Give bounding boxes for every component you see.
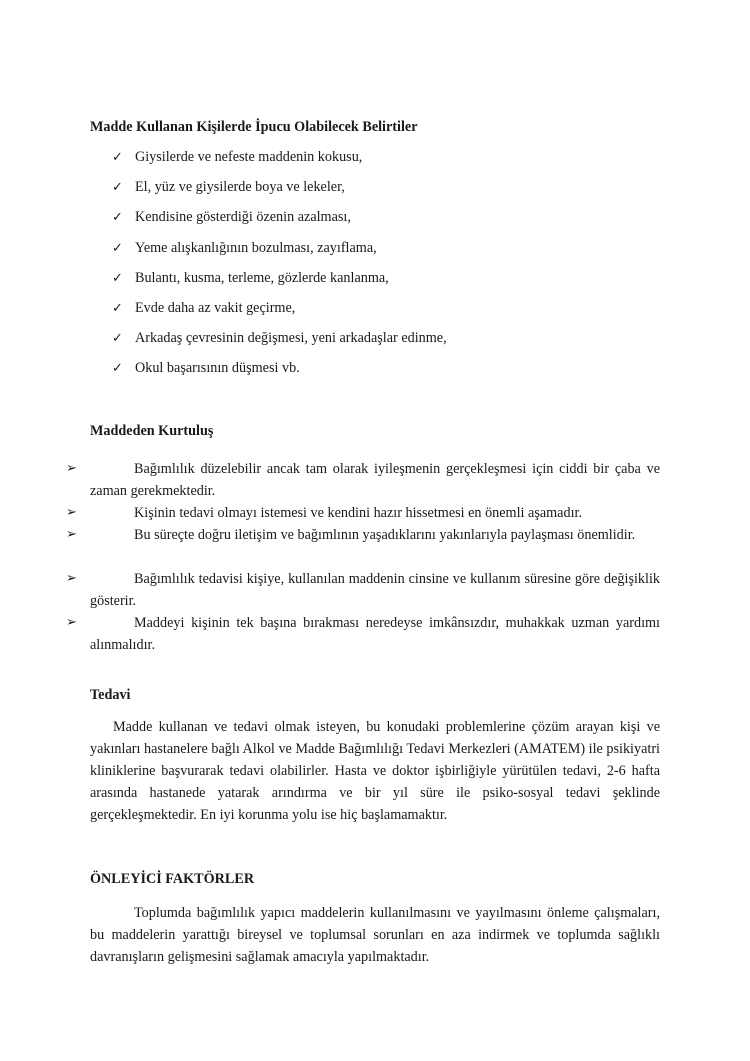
document-page: Madde Kullanan Kişilerde İpucu Olabilecek Belirtiler ✓ Giysilerde ve nefeste maddenin kokusu, ✓ El, yüz ve giysilerde boya ve lekeler, ✓ Kendisine gösterdiği özenin azalması, ✓ Yeme alışkanlığının bozulması, zayıflama, ✓ Bulantı, kusma, terleme, gözlerde kanlanma, ✓ Evde daha az vakit geçirme, ✓ Arkadaş çevresinin değişmesi, yeni arkadaşlar edinme, ✓ Okul başarısının düşmesi vb. Maddeden Kurtuluş ➢ Bağımlılık düzelebilir ancak tam olarak iyileşmenin gerçekleşmesi için ciddi bir çaba ve zaman gerekmektedir. ➢ Kişinin tedavi olmayı istemesi ve kendini hazır hissetmesi en önemli aşamadır. ➢ Bu süreçte doğru iletişim ve bağımlının yaşadıklarını yakınlarıyla paylaşması önemlidir. ➢ Bağımlılık tedavisi kişiye, kullanılan maddenin cinsine ve kullanım süresine göre değişiklik gösterir. ➢ Maddeyi kişinin tek başına bırakması neredeyse imkânsızdır, muhakkak uzman yardımı alınmalıdır. Tedavi Madde kullanan ve tedavi olmak isteyen, bu konudaki problemlerine çözüm arayan kişi ve yakınları hastanelere bağlı Alkol ve Madde Bağımlılığı Tedavi Merkezleri (AMATEM) ile psikiyatri kliniklerine başvurarak tedavi olabilirler. Hasta ve doktor işbirliğiyle yürütülen tedavi, 2-6 hafta arasında hastanede yatarak arındırma ve bir yıl süre ile psiko-sosyal tedavi şeklinde gerçekleşmektedir. En iyi korunma yolu ise hiç başlamamaktır. ÖNLEYİCİ FAKTÖRLER Toplumda bağımlılık yapıcı maddelerin kullanılmasını ve yayılmasını önleme çalışmaları, bu maddelerin yarattığı bireysel ve toplumsal sorunları en aza indirmek ve toplumda sağlıklı davranışların gelişmesini sağlamak amacıyla yapılmaktadır. <box>0 0 750 1061</box>
list-item: ✓ Evde daha az vakit geçirme, <box>112 297 447 327</box>
check-mark-icon: ✓ <box>112 270 123 286</box>
list-item: ✓ Arkadaş çevresinin değişmesi, yeni arkadaşlar edinme, <box>112 327 447 357</box>
arrow-bullet-icon: ➢ <box>66 615 77 630</box>
preventive-paragraph: Toplumda bağımlılık yapıcı maddelerin kullanılmasını ve yayılmasını önleme çalışmaları, bu maddelerin yarattığı bireysel ve toplumsal sorunları en aza indirmek ve toplumda sağlıklı davranışların gelişmesini sağlamak amacıyla yapılmaktadır. <box>90 905 660 965</box>
section-heading-recovery: Maddeden Kurtuluş <box>90 423 214 439</box>
section-heading-treatment: Tedavi <box>90 687 131 703</box>
list-item: ✓ Bulantı, kusma, terleme, gözlerde kanlanma, <box>112 267 447 297</box>
check-mark-icon: ✓ <box>112 361 123 377</box>
check-mark-icon: ✓ <box>112 210 123 226</box>
check-mark-icon: ✓ <box>112 180 123 196</box>
arrow-bullet-icon: ➢ <box>66 505 77 520</box>
check-mark-icon: ✓ <box>112 300 123 316</box>
check-mark-icon: ✓ <box>112 331 123 347</box>
list-item: ✓ Kendisine gösterdiği özenin azalması, <box>112 206 447 236</box>
treatment-paragraph: Madde kullanan ve tedavi olmak isteyen, bu konudaki problemlerine çözüm arayan kişi ve yakınları hastanelere bağlı Alkol ve Madde Bağımlılığı Tedavi Merkezleri (AMATEM) ile psikiyatri kliniklerine başvurarak tedavi olabilirler. Hasta ve doktor işbirliğiyle yürütülen tedavi, 2-6 hafta arasında hastanede yatarak arındırma ve bir yıl süre ile psiko-sosyal tedavi şeklinde gerçekleşmektedir. En iyi korunma yolu ise hiç başlamamaktır. <box>90 719 660 823</box>
list-item: ✓ Giysilerde ve nefeste maddenin kokusu, <box>112 146 447 176</box>
list-item: ✓ El, yüz ve giysilerde boya ve lekeler, <box>112 176 447 206</box>
check-mark-icon: ✓ <box>112 240 123 256</box>
section-heading-preventive-factors: ÖNLEYİCİ FAKTÖRLER <box>90 871 255 887</box>
section-heading-symptoms: Madde Kullanan Kişilerde İpucu Olabilecek Belirtiler <box>90 119 418 135</box>
symptom-list <box>112 146 447 388</box>
arrow-bullet-icon: ➢ <box>66 527 77 542</box>
arrow-bullet-icon: ➢ <box>66 571 77 586</box>
arrow-bullet-icon: ➢ <box>66 461 77 476</box>
check-mark-icon: ✓ <box>112 150 123 165</box>
list-item: ✓ Yeme alışkanlığının bozulması, zayıflama, <box>112 237 447 267</box>
list-item: ✓ Okul başarısının düşmesi vb. <box>112 357 447 387</box>
